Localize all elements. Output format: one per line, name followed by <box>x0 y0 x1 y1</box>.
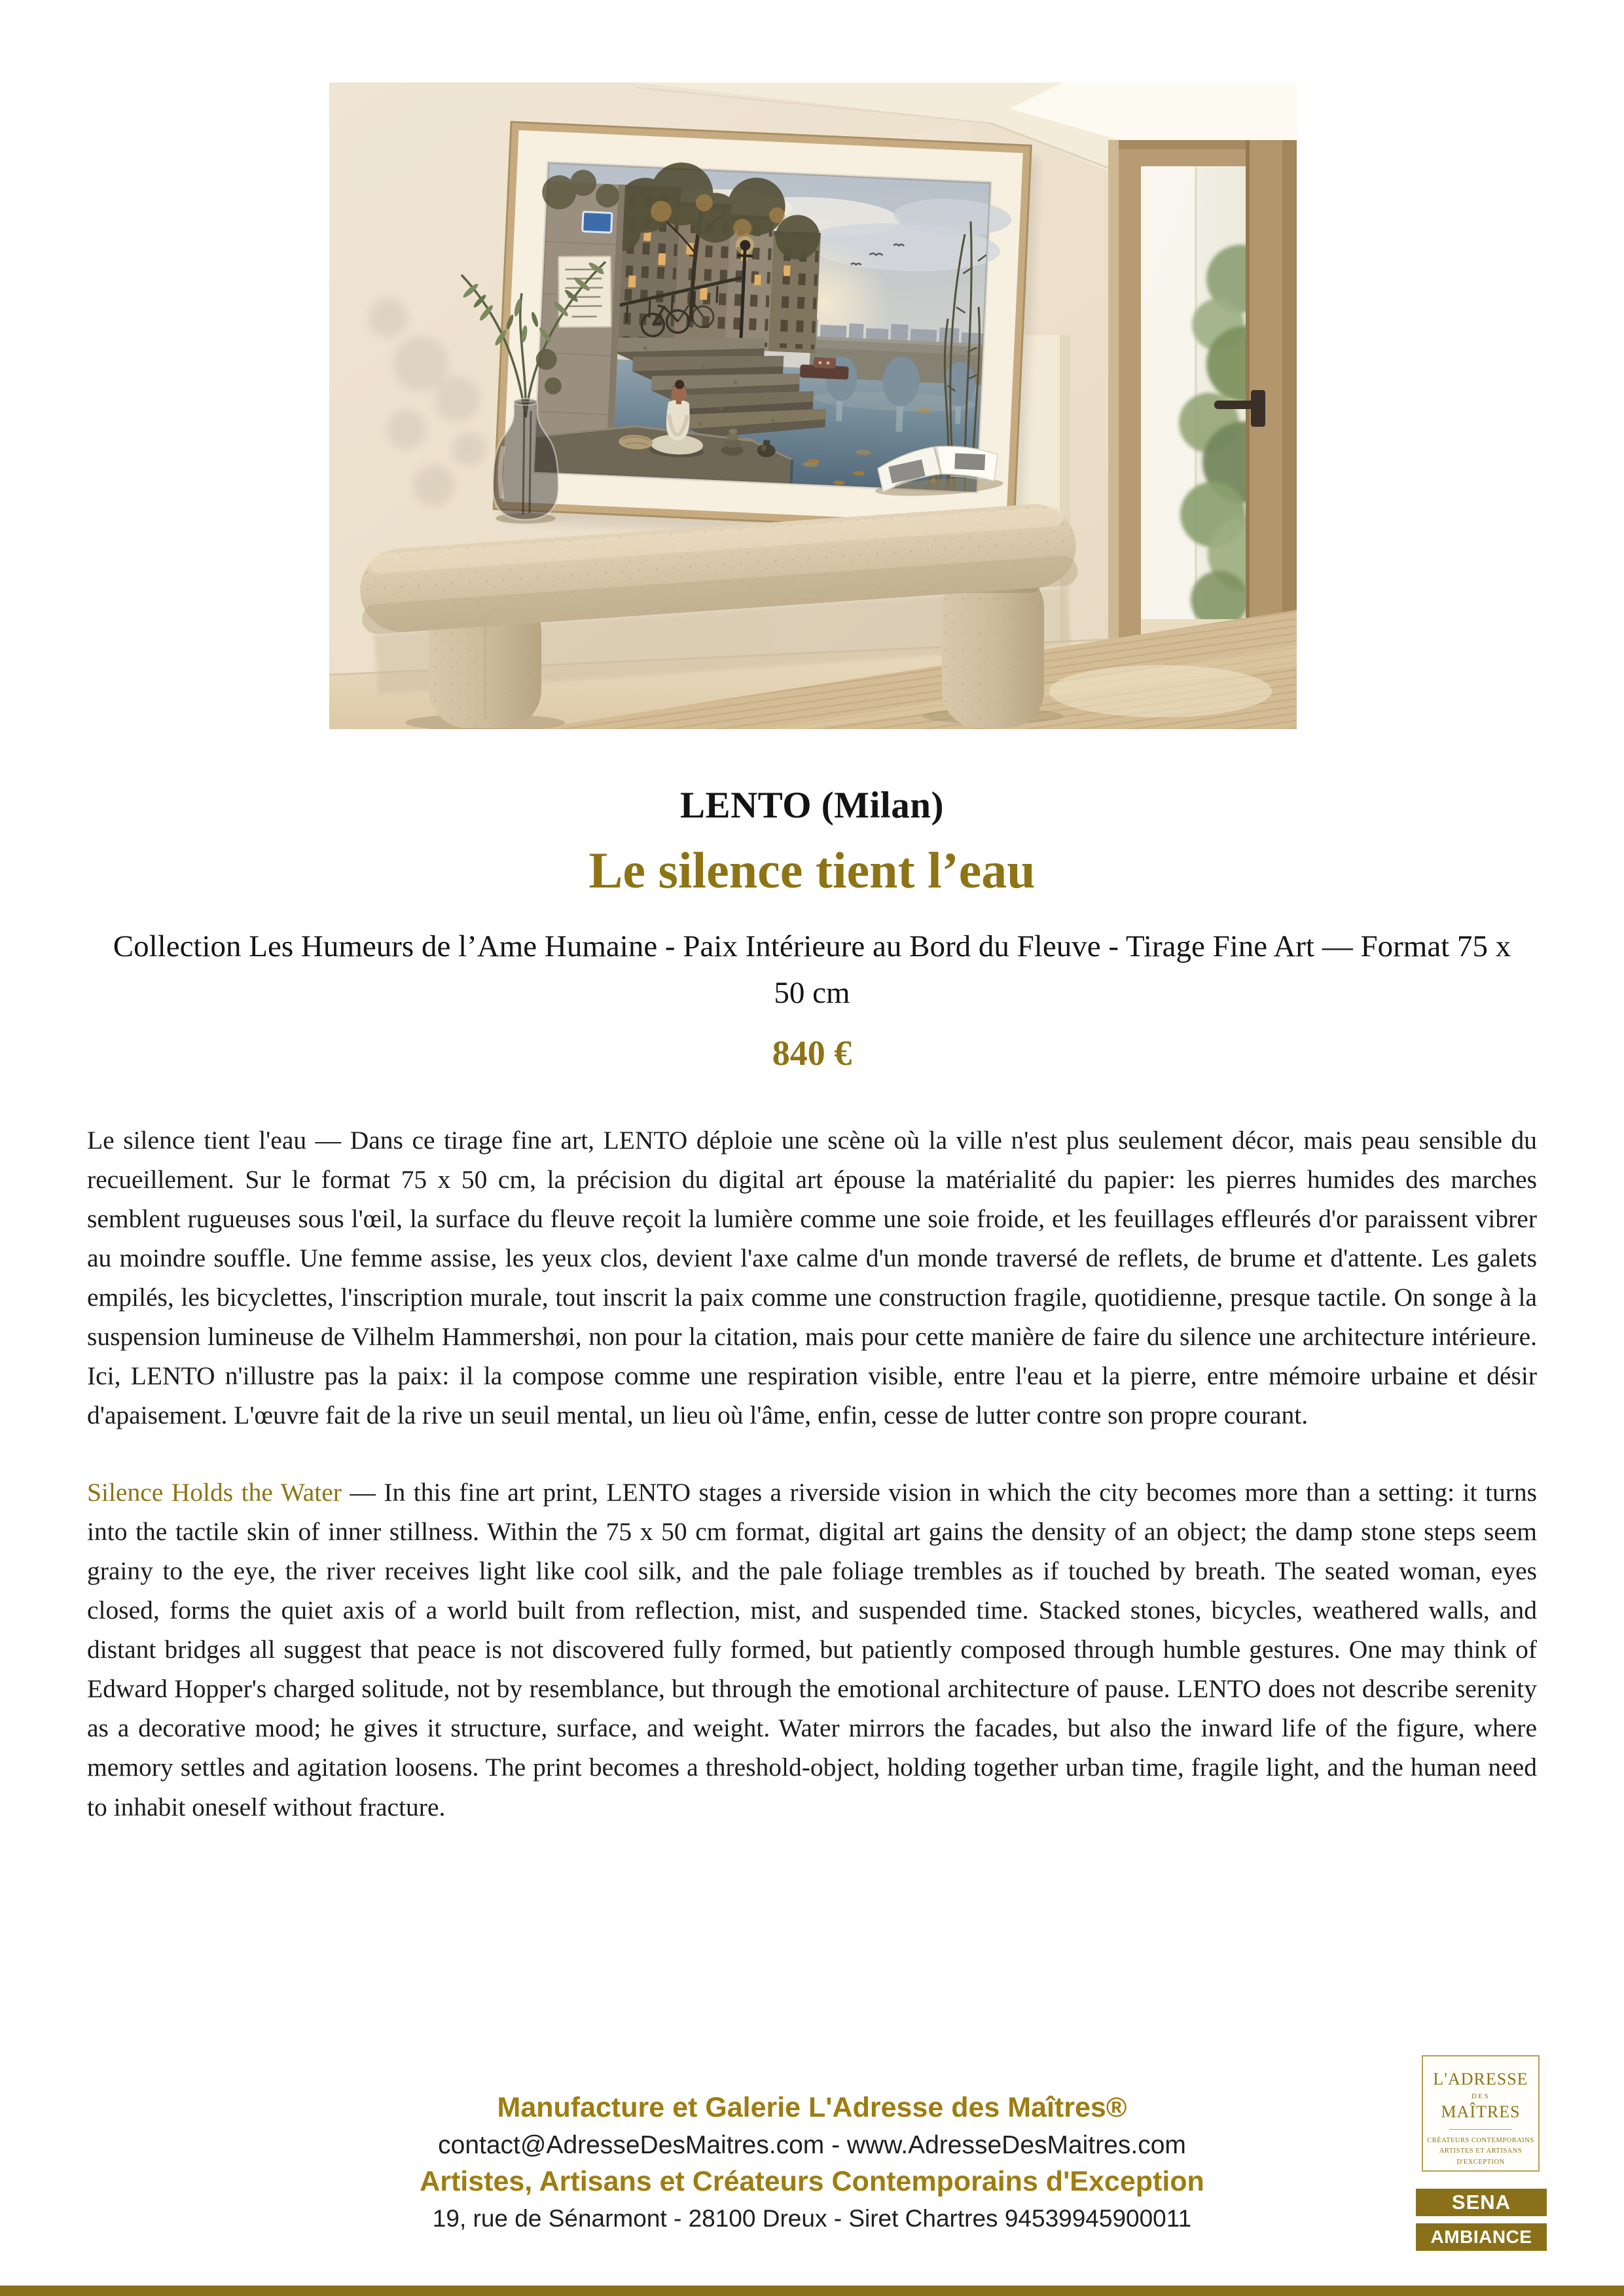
collection-line-1: Collection Les Humeurs de l’Ame Humaine - Paix Intérieure au Bord du Fleuve - Tirage Fine Art — Format 75 x <box>113 929 1511 963</box>
collection-line-2: 50 cm <box>774 975 850 1010</box>
logo-name-mid: DES <box>1471 2092 1490 2100</box>
badge-ambiance: AMBIANCE <box>1416 2223 1547 2251</box>
bottom-gold-bar <box>0 2286 1624 2296</box>
price: 840 € <box>772 1033 852 1073</box>
logo-name-top: L'ADRESSE <box>1433 2070 1528 2089</box>
bench-leg-right <box>942 571 1044 728</box>
badge-sena: SENA <box>1416 2189 1547 2216</box>
hero-photo <box>329 82 1297 729</box>
glass-door <box>1108 140 1297 668</box>
footer <box>231 2092 1393 2233</box>
artist-name: LENTO (Milan) <box>680 785 944 826</box>
description-en <box>87 1473 1537 1826</box>
descriptions <box>87 1121 1537 1827</box>
gallery-logo <box>1422 2055 1540 2172</box>
logo-divider <box>1449 2129 1512 2130</box>
logo-tagline-3: D'EXCEPTION <box>1456 2158 1505 2166</box>
artwork-title: Le silence tient l’eau <box>588 842 1036 899</box>
artwork-painting <box>530 156 1013 493</box>
description-fr: Le silence tient l'eau — Dans ce tirage fine art, LENTO déploie une scène où la ville n'est plus seulement décor, mais peau sensible du recueillement. Sur le format 75 x 50 cm, la précision du digital art épouse la matérialité du papier: les pierres humides des marches semblent rugueuses sous l'œil, la surface du fleuve reçoit la lumière comme une soie froide, et les feuillages effleurés d'or paraissent vibrer au moindre souffle. Une femme assise, les yeux clos, devient l'axe calme d'un monde traversé de reflets, de brume et d'attente. Les galets empilés, les bicyclettes, l'inscription murale, tout inscrit la paix comme une construction fragile, quotidienne, presque tactile. On songe à la suspension lumineuse de Vilhelm Hammershøi, non pour la citation, mais pour cette manière de faire du silence une architecture intérieure. Ici, LENTO n'illustre pas la paix: il la compose comme une respiration visible, entre l'eau et la pierre, entre mémoire urbaine et désir d'apaisement. L'œuvre fait de la rive un seuil mental, un lieu où l'âme, enfin, cesse de lutter contre son propre courant. <box>87 1126 1537 1430</box>
street-sign <box>583 211 612 232</box>
footer-address: 19, rue de Sénarmont - 28100 Dreux - Siret Chartres 94539945900011 <box>432 2205 1192 2232</box>
title-block <box>87 784 1537 1073</box>
footer-contact: contact@AdresseDesMaitres.com - www.AdresseDesMaitres.com <box>438 2131 1186 2159</box>
collection-line <box>87 924 1537 1016</box>
description-en-lead: Silence Holds the Water <box>87 1478 342 1507</box>
logo-tagline-1: CRÉATEURS CONTEMPORAINS <box>1427 2137 1534 2144</box>
logo-name-bottom: MAÎTRES <box>1441 2102 1521 2121</box>
description-en-text: — In this fine art print, LENTO stages a riverside vision in which the city becomes more than a setting: it turns into the tactile skin of inner stillness. Within the 75 x 50 cm format, digital art gains the density of an object; the damp stone steps seem grainy to the eye, the river receives light like cool silk, and the pale foliage trembles as if touched by breath. The seated woman, eyes closed, forms the quiet axis of a world built from reflection, mist, and suspended time. Stacked stones, bicycles, weathered walls, and distant bridges all suggest that peace is not discovered fully formed, but patiently composed through humble gestures. One may think of Edward Hopper's charged solitude, not by resemblance, but through the emotional architecture of pause. LENTO does not describe serenity as a decorative mood; he gives it structure, surface, and weight. Water mirrors the facades, but also the inward life of the figure, where memory settles and agitation loosens. The print becomes a threshold-object, holding together urban time, fragile light, and the human need to inhabit oneself without fracture. <box>87 1478 1537 1821</box>
footer-gallery-name: Manufacture et Galerie L'Adresse des Maîtres® <box>497 2092 1127 2123</box>
logo-tagline-2: ARTISTES ET ARTISANS <box>1439 2147 1523 2155</box>
footer-tagline: Artistes, Artisans et Créateurs Contemporains d'Exception <box>420 2166 1204 2197</box>
interior-scene <box>329 82 1297 729</box>
